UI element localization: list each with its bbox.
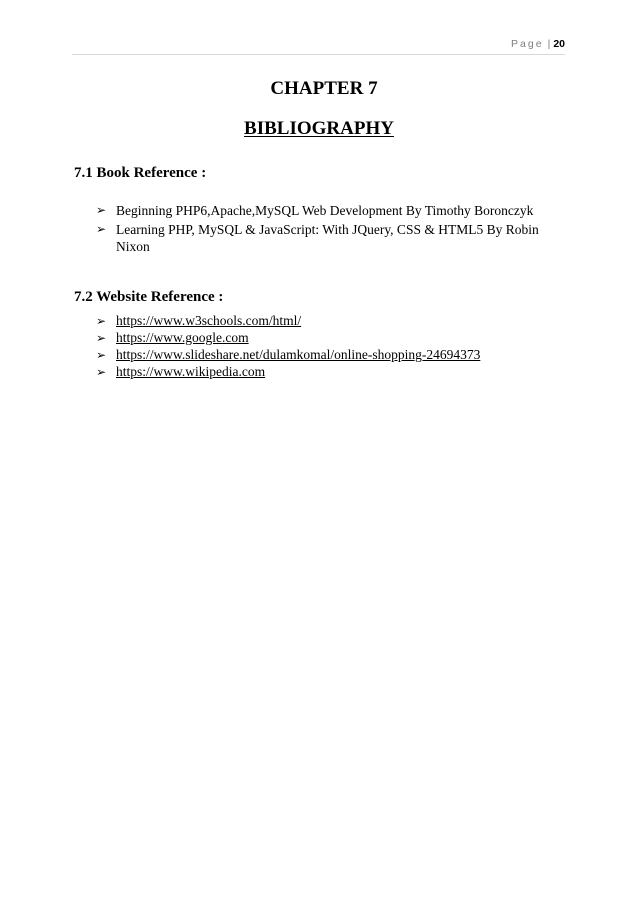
arrow-bullet-icon: ➢ bbox=[96, 203, 107, 217]
page-number: 20 bbox=[553, 38, 565, 50]
arrow-bullet-icon: ➢ bbox=[96, 348, 107, 362]
page-word: Page bbox=[511, 38, 544, 50]
website-link[interactable]: https://www.w3schools.com/html/ bbox=[116, 313, 302, 328]
arrow-bullet-icon: ➢ bbox=[96, 314, 107, 328]
website-reference-list bbox=[96, 313, 566, 381]
section-heading-books: 7.1 Book Reference : bbox=[74, 165, 207, 181]
list-item bbox=[96, 202, 566, 219]
website-link[interactable]: https://www.wikipedia.com bbox=[116, 364, 266, 379]
website-link[interactable]: https://www.google.com bbox=[116, 330, 249, 345]
chapter-heading bbox=[0, 78, 638, 100]
list-item bbox=[96, 347, 566, 363]
arrow-bullet-icon: ➢ bbox=[96, 222, 107, 236]
section-heading-websites: 7.2 Website Reference : bbox=[74, 289, 224, 305]
title-text: BIBLIOGRAPHY bbox=[244, 118, 394, 139]
list-item bbox=[96, 313, 566, 329]
website-link[interactable]: https://www.slideshare.net/dulamkomal/online-shopping-24694373 bbox=[116, 347, 481, 362]
chapter-text: CHAPTER 7 bbox=[270, 78, 378, 99]
list-item bbox=[96, 330, 566, 346]
book-reference-text: Learning PHP, MySQL & JavaScript: With JQuery, CSS & HTML5 By Robin Nixon bbox=[116, 222, 539, 254]
page-header bbox=[72, 38, 565, 55]
arrow-bullet-icon: ➢ bbox=[96, 331, 107, 345]
page-number-label bbox=[511, 38, 565, 50]
arrow-bullet-icon: ➢ bbox=[96, 365, 107, 379]
page-separator: | bbox=[547, 38, 551, 50]
list-item bbox=[96, 364, 566, 380]
page-title bbox=[0, 118, 638, 140]
book-reference-text: Beginning PHP6,Apache,MySQL Web Development By Timothy Boronczyk bbox=[116, 203, 534, 218]
list-item bbox=[96, 221, 566, 255]
book-reference-list bbox=[96, 202, 566, 257]
